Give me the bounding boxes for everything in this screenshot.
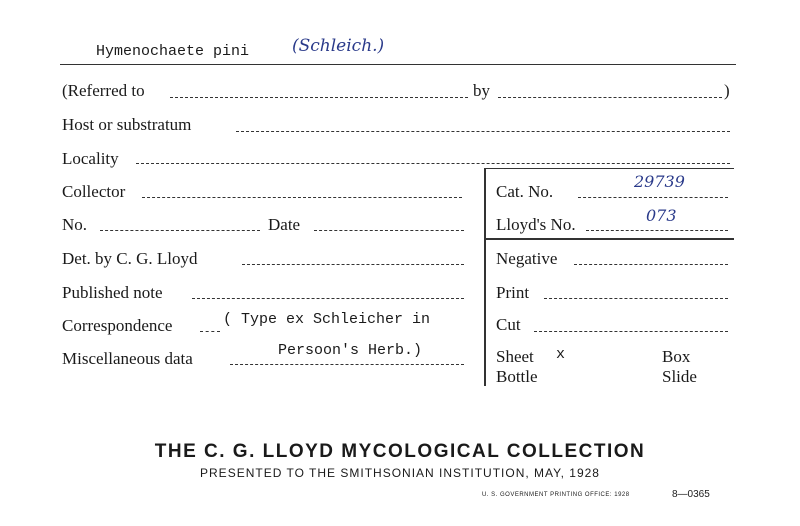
referred-to-label: (Referred to [62, 81, 145, 100]
published-label: Published note [62, 283, 163, 302]
form-number: 8—0365 [672, 489, 710, 500]
cut-label: Cut [496, 315, 521, 334]
det-line [242, 264, 464, 265]
date-line [314, 230, 464, 231]
locality-line [136, 163, 730, 164]
panel-left-border [484, 168, 486, 386]
cat-no-value: 29739 [634, 172, 685, 191]
panel-divider [484, 238, 734, 240]
cat-no-line [578, 197, 728, 198]
by-label: by [473, 81, 490, 100]
lloyds-no-value: 073 [646, 206, 677, 225]
slide-label: Slide [662, 367, 697, 386]
no-label: No. [62, 215, 88, 234]
panel-top-border [484, 168, 734, 169]
det-label: Det. by C. G. Lloyd [62, 249, 198, 268]
specimen-name: Hymenochaete pini [96, 43, 250, 60]
sheet-mark: x [556, 346, 566, 363]
printing-office-note: U. S. GOVERNMENT PRINTING OFFICE: 1928 [482, 492, 630, 498]
lloyds-no-label: Lloyd's No. [496, 215, 576, 234]
correspondence-value: ( Type ex Schleicher in [223, 311, 431, 328]
negative-line [574, 264, 728, 265]
referred-to-line [170, 97, 468, 98]
by-line [498, 97, 722, 98]
correspondence-label: Correspondence [62, 316, 173, 335]
misc-label: Miscellaneous data [62, 349, 193, 368]
sheet-label: Sheet [496, 347, 534, 366]
negative-label: Negative [496, 249, 558, 268]
host-line [236, 131, 730, 132]
bottle-label: Bottle [496, 367, 538, 386]
misc-value: Persoon's Herb.) [278, 342, 423, 359]
correspondence-line [200, 331, 220, 332]
cut-line [534, 331, 728, 332]
date-label: Date [268, 215, 301, 234]
print-label: Print [496, 283, 530, 302]
host-label: Host or substratum [62, 115, 192, 134]
collector-label: Collector [62, 182, 126, 201]
locality-label: Locality [62, 149, 119, 168]
print-line [544, 298, 728, 299]
published-line [192, 298, 464, 299]
misc-line [230, 364, 464, 365]
box-label: Box [662, 347, 691, 366]
specimen-authority: (Schleich.) [292, 36, 385, 56]
no-line [100, 230, 260, 231]
lloyds-no-line [586, 230, 728, 231]
collector-line [142, 197, 462, 198]
referred-close-paren: ) [724, 81, 730, 100]
cat-no-label: Cat. No. [496, 182, 554, 201]
name-underline [60, 64, 736, 65]
collection-title: THE C. G. LLOYD MYCOLOGICAL COLLECTION [154, 441, 646, 462]
collection-subtitle: PRESENTED TO THE SMITHSONIAN INSTITUTION, MAY, 1928 [200, 466, 600, 480]
